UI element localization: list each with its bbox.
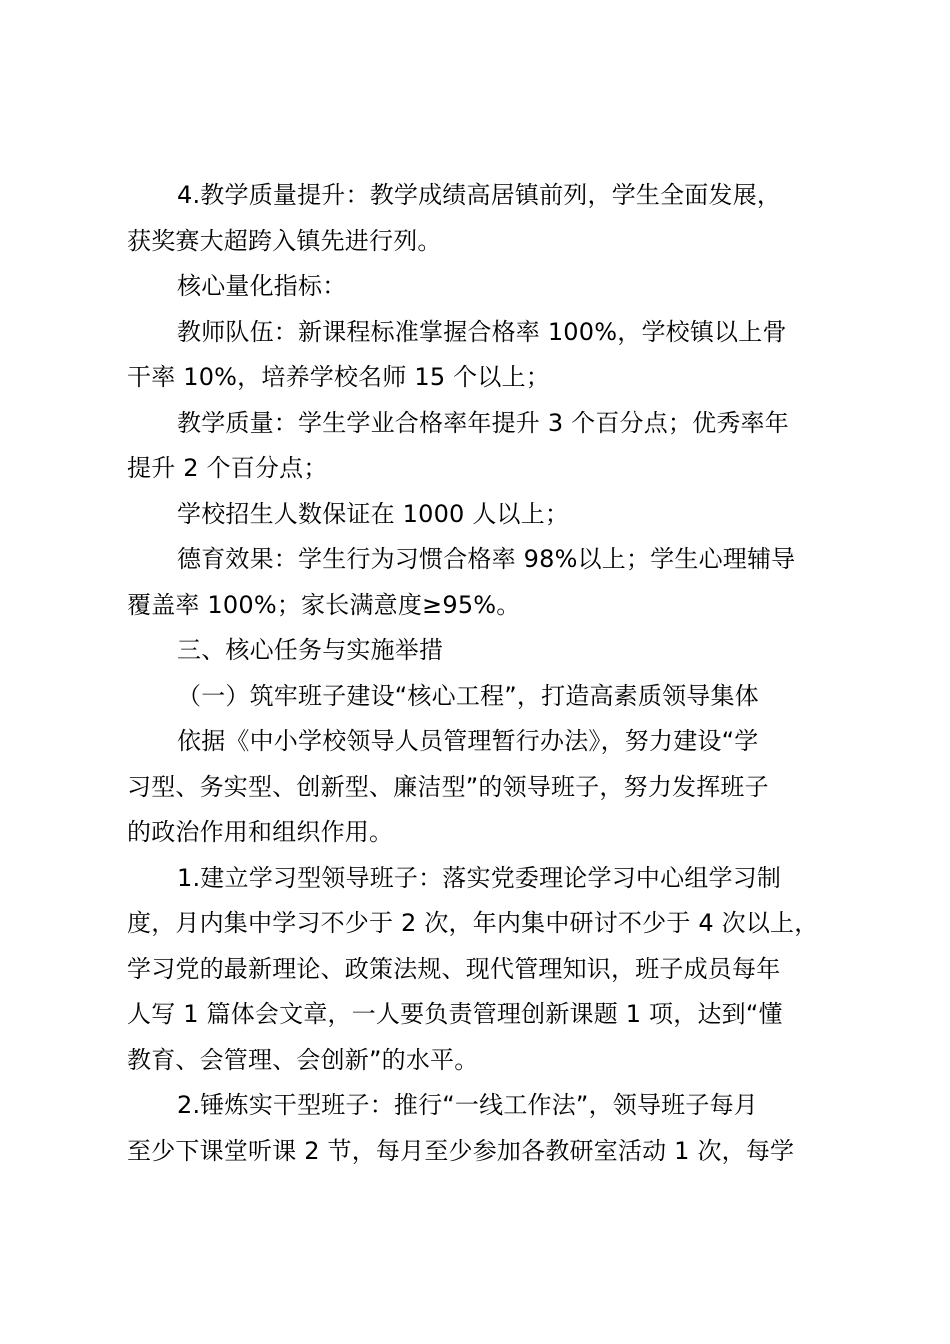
paragraph-line: 习型、务实型、创新型、廉洁型”的领导班子，努力发挥班子	[127, 772, 769, 801]
subsection-heading: （一）筑牢班子建设“核心工程”，打造高素质领导集体	[177, 681, 759, 710]
paragraph-line: 4.教学质量提升：教学成绩高居镇前列，学生全面发展，	[177, 181, 782, 209]
section-heading: 三、核心任务与实施举措	[177, 636, 444, 664]
paragraph-line: 2.锤炼实干型班子：推行“一线工作法”，领导班子每月	[177, 1091, 758, 1119]
section-label: 核心量化指标：	[177, 272, 347, 300]
paragraph-line: 教学质量：学生学业合格率年提升 3 个百分点；优秀率年	[177, 408, 789, 437]
paragraph-line: 度，月内集中学习不少于 2 次，年内集中研讨不少于 4 次以上，	[127, 909, 819, 937]
paragraph-line: 学习党的最新理论、政策法规、现代管理知识，班子成员每年	[127, 954, 781, 983]
paragraph-line: 教师队伍：新课程标准掌握合格率 100%，学校镇以上骨	[177, 317, 787, 346]
paragraph-line: 1.建立学习型领导班子：落实党委理论学习中心组学习制	[177, 863, 782, 892]
paragraph-line: 的政治作用和组织作用。	[127, 818, 394, 846]
paragraph-line: 教育、会管理、会创新”的水平。	[127, 1045, 479, 1074]
paragraph-line: 提升 2 个百分点；	[127, 454, 328, 482]
paragraph-line: 干率 10%，培养学校名师 15 个以上；	[127, 363, 550, 391]
document-body	[127, 173, 837, 1174]
paragraph-line: 学校招生人数保证在 1000 人以上；	[177, 499, 570, 528]
paragraph-line: 德育效果：学生行为习惯合格率 98%以上；学生心理辅导	[177, 545, 796, 573]
paragraph-line: 覆盖率 100%；家长满意度≥95%。	[127, 590, 521, 619]
paragraph-line: 获奖赛大超跨入镇先进行列。	[127, 226, 442, 255]
paragraph-line: 人写 1 篇体会文章，一人要负责管理创新课题 1 项，达到“懂	[127, 1000, 783, 1028]
paragraph-line: 至少下课堂听课 2 节，每月至少参加各教研室活动 1 次，每学	[127, 1136, 795, 1165]
paragraph-line: 依据《中小学校领导人员管理暂行办法》，努力建设“学	[177, 727, 759, 755]
